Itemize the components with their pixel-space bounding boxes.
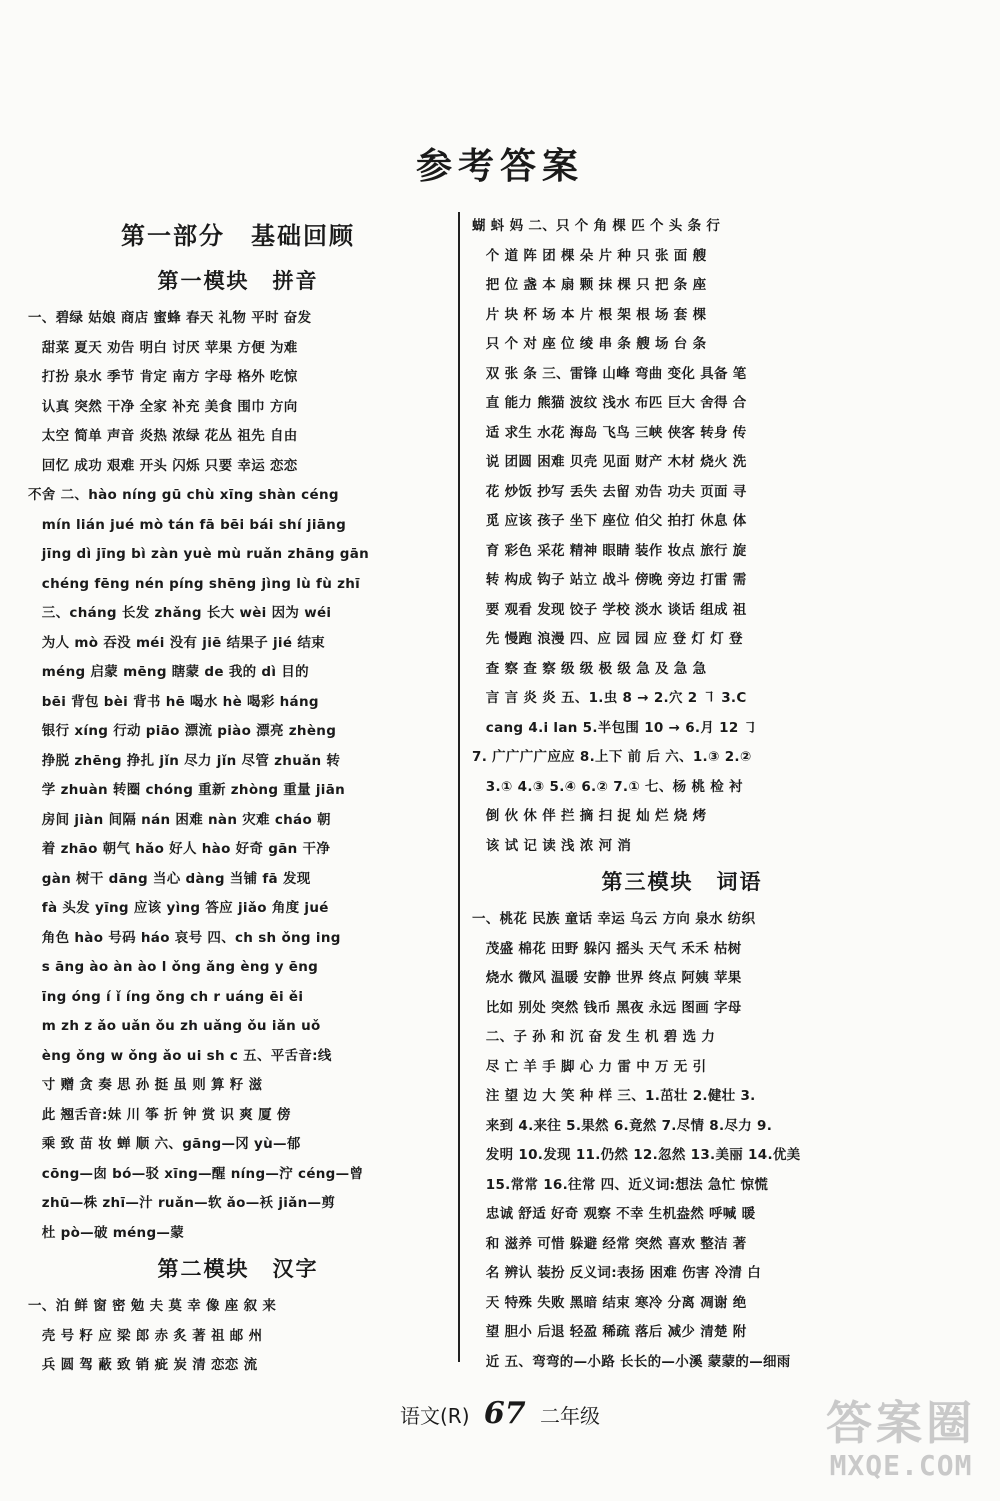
answer-line: èng ǒng w ǒng ǎo ui sh c 五、平舌音:线: [28, 1047, 332, 1064]
watermark-logo: [806, 1395, 996, 1495]
answer-line: 和 滋养 可惜 躲避 经常 突然 喜欢 整洁 著: [472, 1235, 747, 1252]
answer-line: 名 辨认 装扮 反义词:表扬 困难 伤害 冷清 白: [472, 1265, 762, 1281]
answer-line: 尽 亡 羊 手 脚 心 力 雷 中 万 无 引: [472, 1058, 707, 1075]
answer-line: 杜 pò—破 méng—蒙: [28, 1224, 185, 1241]
answer-line: 角色 hào 号码 háo 哀号 四、ch sh ǒng ing: [28, 929, 341, 946]
answer-line: 比如 别处 突然 钱币 黑夜 永远 图画 字母: [472, 999, 742, 1016]
answer-line: 望 胆小 后退 轻盈 稀疏 落后 减少 清楚 附: [472, 1324, 747, 1340]
answer-line: cang 4.i lan 5.半包围 10 → 6.月 12 ㇆: [472, 719, 758, 736]
answer-line: 兵 圆 驾 蔽 致 销 疵 炭 清 恋恋 流: [28, 1357, 258, 1373]
left-column: [28, 212, 448, 1381]
answer-line: 壳 号 籽 应 梁 郎 赤 炙 著 祖 邮 州: [28, 1327, 263, 1344]
answer-line: chéng fēng nén píng shēng jìng lù fù zhī: [28, 575, 361, 592]
answer-line: 此 翘舌音:妹 川 筝 折 钟 赏 识 爽 厦 傍: [28, 1106, 291, 1123]
answer-line: jīng dì jīng bì zàn yuè mù ruǎn zhāng gān: [28, 546, 370, 562]
answer-line: 转 构成 钩子 站立 战斗 傍晚 旁边 打雷 需: [472, 572, 747, 588]
answer-line: zhū—株 zhī—汁 ruǎn—软 ǎo—袄 jiǎn—剪: [28, 1195, 336, 1211]
answer-line: 15.常常 16.往常 四、近义词:想法 急忙 惊慌: [472, 1176, 769, 1193]
answer-line: 认真 突然 干净 全家 补充 美食 围巾 方向: [28, 398, 298, 415]
answer-line: 倒 伙 休 伴 拦 摘 扫 捉 灿 烂 烧 烤: [472, 808, 707, 824]
answer-line: 发明 10.发现 11.仍然 12.忽然 13.美丽 14.优美: [472, 1147, 801, 1163]
answer-line: cōng—囱 bó—驳 xīng—醒 níng—泞 céng—曾: [28, 1165, 364, 1182]
module-pinyin-answers: [28, 304, 448, 1248]
footer-subject: 语文(R): [400, 1404, 470, 1428]
answer-line: 乘 致 苗 妆 蝉 顺 六、gāng—冈 yù—郁: [28, 1136, 301, 1152]
page-title: 参考答案: [415, 146, 584, 187]
answer-line: 为人 mò 吞没 méi 没有 jiē 结果子 jié 结束: [28, 634, 325, 651]
answer-line: s āng ào àn ào l ǒng ǎng èng y ēng: [28, 959, 319, 975]
answer-line: 花 炒饭 抄写 丢失 去留 劝告 功夫 页面 寻: [472, 483, 747, 500]
answer-line: bēi 背包 bèi 背书 hē 喝水 hè 喝彩 háng: [28, 693, 319, 710]
answer-line: gàn 树干 dāng 当心 dàng 当铺 fā 发现: [28, 870, 311, 887]
watermark-text: 答案圈: [826, 1396, 976, 1450]
answer-line: 二、子 孙 和 沉 奋 发 生 机 碧 选 力: [472, 1029, 716, 1045]
answer-line: 只 个 对 座 位 绫 串 条 艘 场 台 条: [472, 336, 707, 352]
answer-line: 直 能力 熊猫 波纹 浅水 布匹 巨大 舍得 合: [472, 395, 747, 411]
answer-line: 甜菜 夏天 劝告 明白 讨厌 苹果 方便 为难: [28, 339, 298, 356]
page-number: 67: [483, 1396, 526, 1431]
answer-line: 房间 jiàn 间隔 nán 困难 nàn 灾难 cháo 朝: [28, 811, 331, 828]
answer-line: mín lián jué mò tán fā bēi bái shí jiāng: [28, 516, 347, 533]
answer-line: 言 言 炎 炎 五、1.虫 8 → 2.穴 2 ㇕ 3.C: [472, 690, 747, 706]
answer-line: 茂盛 棉花 田野 躲闪 摇头 天气 禾禾 枯树: [472, 940, 742, 957]
answer-line: m zh z ǎo uǎn ǒu zh uǎng ǒu iǎn uǒ: [28, 1018, 321, 1034]
answer-line: 一、泊 鲜 窗 密 勉 夫 莫 幸 像 座 叙 来: [28, 1298, 277, 1314]
answer-line: 着 zhāo 朝气 hǎo 好人 hào 好奇 gān 干净: [28, 841, 331, 857]
answer-line: 适 求生 水花 海岛 飞鸟 三峡 侠客 转身 传: [472, 424, 747, 441]
answer-line: īng óng í ǐ íng ǒng ch r uáng ēi ěi: [28, 988, 304, 1005]
answer-line: 一、桃花 民族 童话 幸运 乌云 方向 泉水 纺织: [472, 911, 756, 927]
module-title-pinyin: 第一模块 拼音: [157, 269, 319, 293]
answer-line: 查 察 查 察 级 级 极 级 急 及 急 急: [472, 660, 707, 677]
answer-line: 觅 应该 孩子 坐下 座位 伯父 拍打 休息 体: [472, 513, 747, 529]
watermark-url: MXQE.COM: [829, 1449, 973, 1482]
part-title: 第一部分 基础回顾: [121, 222, 355, 250]
answer-line: 寸 赠 贪 奏 思 孙 挺 虽 则 算 籽 滋: [28, 1077, 263, 1093]
answer-line: 来到 4.来往 5.果然 6.竟然 7.尽情 8.尽力 9.: [472, 1117, 773, 1134]
answer-line: 片 块 杯 场 本 片 根 架 根 场 套 棵: [472, 306, 707, 323]
answer-line: 挣脱 zhēng 挣扎 jǐn 尽力 jǐn 尽管 zhuǎn 转: [28, 752, 341, 769]
answer-line: 要 观看 发现 饺子 学校 淡水 谈话 组成 祖: [472, 601, 747, 618]
answer-line: méng 启蒙 mēng 瞎蒙 de 我的 dì 目的: [28, 664, 309, 680]
answer-line: 说 团圆 困难 贝壳 见面 财产 木材 烧火 洗: [472, 454, 747, 470]
answer-line: 近 五、弯弯的—小路 长长的—小溪 蒙蒙的—细雨: [472, 1353, 791, 1370]
answer-line: 先 慢跑 浪漫 四、应 园 园 应 登 灯 灯 登: [472, 631, 743, 647]
module-hanzi-answers-continued: [472, 212, 892, 861]
module-words-answers: [472, 905, 892, 1377]
module-hanzi-answers: [28, 1292, 448, 1381]
answer-line: 3.① 4.③ 5.④ 6.② 7.① 七、杨 桃 检 衬: [472, 778, 743, 795]
answer-line: 忠诚 舒适 好奇 观察 不幸 生机盎然 呼喊 暖: [472, 1206, 756, 1222]
column-divider: [458, 212, 460, 1362]
answer-line: 7. 广广广广应应 8.上下 前 后 六、1.③ 2.②: [472, 749, 752, 765]
answer-line: 该 试 记 读 浅 浓 河 消: [472, 837, 632, 854]
answer-line: 注 望 边 大 笑 种 样 三、1.茁壮 2.健壮 3.: [472, 1088, 756, 1104]
footer-grade: 二年级: [539, 1404, 600, 1428]
right-column: [472, 212, 892, 1377]
answer-line: 太空 简单 声音 炎热 浓绿 花丛 祖先 自由: [28, 428, 298, 444]
answer-line: fà 头发 yīng 应该 yìng 答应 jiǎo 角度 jué: [28, 900, 329, 916]
answer-line: 天 特殊 失败 黑暗 结束 寒冷 分离 凋谢 绝: [472, 1294, 747, 1311]
answer-line: 三、cháng 长发 zhǎng 长大 wèi 因为 wéi: [28, 605, 332, 621]
answer-line: 银行 xíng 行动 piāo 漂流 piào 漂亮 zhèng: [28, 723, 337, 739]
answer-line: 回忆 成功 艰难 开头 闪烁 只要 幸运 恋恋: [28, 457, 298, 474]
module-title-hanzi: 第二模块 汉字: [157, 1257, 319, 1281]
answer-line: 打扮 泉水 季节 肯定 南方 字母 格外 吃惊: [28, 369, 298, 385]
answer-line: 把 位 盏 本 扇 颗 抹 棵 只 把 条 座: [472, 277, 707, 293]
answer-line: 个 道 阵 团 棵 朵 片 种 只 张 面 艘: [472, 247, 707, 264]
answer-line: 蝴 蚪 妈 二、只 个 角 棵 匹 个 头 条 行: [472, 218, 721, 234]
answer-line: 学 zhuàn 转圈 chóng 重新 zhòng 重量 jiān: [28, 782, 346, 798]
answer-line: 烧水 微风 温暖 安静 世界 终点 阿姨 苹果: [472, 970, 742, 986]
module-title-words: 第三模块 词语: [601, 870, 763, 894]
answer-line: 双 张 条 三、雷锋 山峰 弯曲 变化 具备 笔: [472, 365, 747, 382]
answer-line: 育 彩色 采花 精神 眼睛 装作 妆点 旅行 旋: [472, 542, 747, 559]
answer-line: 不舍 二、hào níng gū chù xīng shàn céng: [28, 487, 339, 503]
answer-line: 一、碧绿 姑娘 商店 蜜蜂 春天 礼物 平时 奋发: [28, 310, 312, 326]
